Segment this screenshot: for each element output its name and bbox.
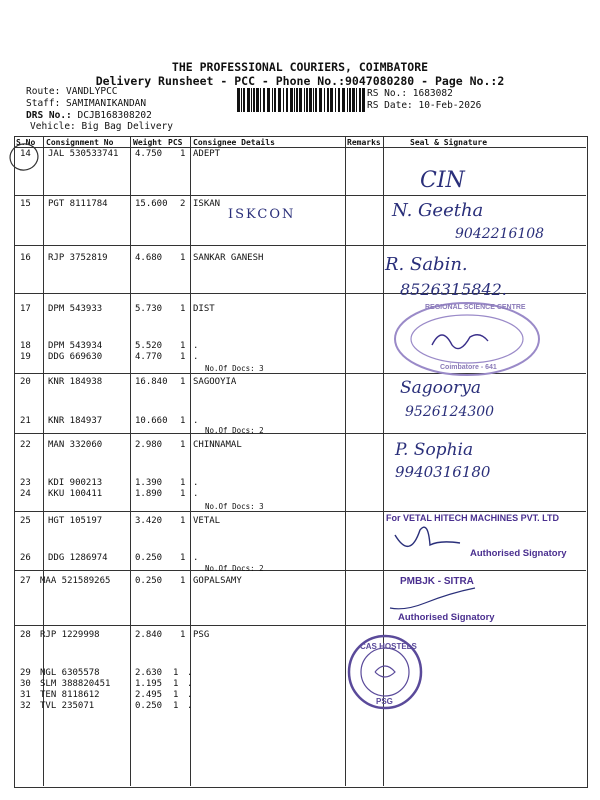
- barcode-bar: [296, 88, 298, 112]
- barcode-bar: [263, 88, 265, 112]
- row-consignment: DDG 1286974: [48, 553, 108, 563]
- row-weight: 1.390: [135, 478, 163, 488]
- row-consignment: SLM 388820451: [40, 679, 111, 689]
- psg-stamp-text: CAS HOSTELS: [360, 642, 417, 651]
- row-pcs: 1: [180, 440, 186, 450]
- row-sno: 14: [20, 149, 31, 159]
- row-sno: 23: [20, 478, 31, 488]
- regional-stamp-subtext: Coimbatore - 641: [440, 364, 497, 371]
- barcode-bar: [290, 88, 293, 112]
- docs-count: No.Of Docs: 3: [205, 364, 264, 373]
- row-consignee: VETAL: [193, 516, 221, 526]
- row-consignment: KKU 100411: [48, 489, 103, 499]
- barcode-bar: [335, 88, 336, 112]
- vetal-company-stamp: For VETAL HITECH MACHINES PVT. LTD: [386, 513, 560, 523]
- row-consignment: DDG 669630: [48, 352, 103, 362]
- row-pcs: 1: [180, 553, 186, 563]
- row-pcs: 1: [180, 489, 186, 499]
- runsheet-subtitle: Delivery Runsheet - PCC - Phone No.:9047080280 - Page No.:2: [95, 74, 505, 88]
- header-divider: [14, 147, 586, 148]
- row-sno: 19: [20, 352, 31, 362]
- row-weight: 5.730: [135, 304, 163, 314]
- group-divider: [14, 245, 586, 246]
- row-weight: 2.495: [135, 690, 163, 700]
- row-consignment: KNR 184938: [48, 377, 103, 387]
- row-weight: 4.750: [135, 149, 163, 159]
- row-weight: 15.600: [135, 199, 168, 209]
- barcode-bar: [356, 88, 357, 112]
- row-consignment: RJP 1229998: [40, 630, 100, 640]
- col-divider: [130, 136, 131, 786]
- row-pcs: 1: [180, 377, 186, 387]
- row-pcs: 1: [180, 416, 186, 426]
- row-weight: 4.770: [135, 352, 163, 362]
- group-divider: [14, 195, 586, 196]
- barcode-bar: [342, 88, 345, 112]
- circle-mark-icon: [7, 141, 43, 177]
- row-weight: 2.630: [135, 668, 163, 678]
- row-consignee: ISKAN: [193, 199, 221, 209]
- barcode-bar: [272, 88, 273, 112]
- row-consignee: .: [187, 690, 193, 700]
- psg-stamp-subtext: PSG: [376, 697, 393, 706]
- row-sno: 24: [20, 489, 31, 499]
- col-header-consignee: Consignee Details: [193, 138, 275, 147]
- row-consignee: .: [193, 352, 199, 362]
- row-consignment: TEN 8118612: [40, 690, 100, 700]
- row-sno: 17: [20, 304, 31, 314]
- barcode-graphic: [237, 88, 365, 112]
- stamp-emblem-icon: [375, 666, 395, 677]
- row-consignment: MAN 332060: [48, 440, 103, 450]
- barcode-bar: [247, 88, 250, 112]
- barcode-bar: [338, 88, 340, 112]
- barcode-bar: [243, 88, 245, 112]
- barcode-bar: [330, 88, 333, 112]
- barcode-bar: [306, 88, 308, 112]
- barcode-bar: [352, 88, 355, 112]
- handwritten-phone: 9940316180: [395, 463, 491, 481]
- handwritten-name-sabin: R. Sabin.: [385, 254, 468, 275]
- row-consignee: .: [187, 701, 193, 711]
- row-weight: 0.250: [135, 576, 163, 586]
- row-sno: 26: [20, 553, 31, 563]
- row-weight: 0.250: [135, 553, 163, 563]
- row-consignment: DPM 543934: [48, 341, 103, 351]
- barcode-bar: [237, 88, 240, 112]
- barcode-bar: [313, 88, 314, 112]
- row-sno: 20: [20, 377, 31, 387]
- drs-label: DRS No.:: [26, 110, 72, 121]
- barcode-bar: [359, 88, 361, 112]
- row-consignee: SAGOOYIA: [193, 377, 237, 387]
- row-sno: 27: [20, 576, 31, 586]
- row-pcs: 1: [173, 690, 179, 700]
- barcode-bar: [319, 88, 322, 112]
- docs-count: No.Of Docs: 3: [205, 502, 264, 511]
- rs-date: RS Date: 10-Feb-2026: [367, 100, 482, 111]
- row-pcs: 1: [180, 341, 186, 351]
- row-consignment: KDI 900213: [48, 478, 103, 488]
- row-pcs: 1: [173, 679, 179, 689]
- barcode-bar: [260, 88, 261, 112]
- barcode-bar: [241, 88, 242, 112]
- col-header-seal: Seal & Signature: [410, 138, 488, 147]
- row-weight: 4.680: [135, 253, 163, 263]
- col-header-sno: S.No: [16, 138, 36, 147]
- barcode-bar: [347, 88, 348, 112]
- barcode-bar: [304, 88, 305, 112]
- handwritten-name-sagoorya: Sagoorya: [400, 378, 481, 398]
- rs-number: RS No.: 1683082: [367, 88, 453, 99]
- barcode-bar: [299, 88, 302, 112]
- row-sno: 25: [20, 516, 31, 526]
- barcode-bar: [256, 88, 259, 112]
- row-consignment: NGL 6305578: [40, 668, 100, 678]
- row-consignee: GOPALSAMY: [193, 576, 242, 586]
- vetal-signature: [390, 525, 480, 560]
- row-pcs: 1: [180, 352, 186, 362]
- row-weight: 2.980: [135, 440, 163, 450]
- handwritten-name-sophia: P. Sophia: [395, 440, 474, 460]
- group-divider: [14, 433, 586, 434]
- barcode-bar: [278, 88, 281, 112]
- row-sno: 28: [20, 630, 31, 640]
- row-pcs: 1: [173, 668, 179, 678]
- row-sno: 15: [20, 199, 31, 209]
- row-consignee: .: [193, 416, 199, 426]
- barcode-bar: [309, 88, 312, 112]
- barcode-bar: [267, 88, 270, 112]
- row-consignee: DIST: [193, 304, 215, 314]
- handwritten-name-geetha: N. Geetha: [392, 200, 484, 221]
- row-consignee: .: [187, 668, 193, 678]
- row-consignment: DPM 543933: [48, 304, 103, 314]
- signature-scribble: [432, 335, 488, 349]
- row-consignee: CHINNAMAL: [193, 440, 242, 450]
- row-consignment: JAL 530533741: [48, 149, 119, 159]
- row-weight: 0.250: [135, 701, 163, 711]
- row-pcs: 1: [180, 576, 186, 586]
- group-divider: [14, 570, 586, 571]
- row-consignee: .: [193, 553, 199, 563]
- barcode-bar: [362, 88, 365, 112]
- row-sno: 16: [20, 253, 31, 263]
- row-consignment: RJP 3752819: [48, 253, 108, 263]
- barcode-bar: [315, 88, 317, 112]
- row-consignment: TVL 235071: [40, 701, 95, 711]
- row-pcs: 1: [180, 516, 186, 526]
- row-consignee: PSG: [193, 630, 210, 640]
- row-weight: 2.840: [135, 630, 163, 640]
- barcode-bar: [253, 88, 255, 112]
- docs-count: No.Of Docs: 2: [205, 564, 264, 573]
- row-sno: 22: [20, 440, 31, 450]
- vehicle-label: Vehicle: Big Bag Delivery: [30, 121, 173, 132]
- barcode-bar: [349, 88, 351, 112]
- barcode-bar: [327, 88, 329, 112]
- row-consignee: .: [193, 489, 199, 499]
- pmbjk-stamp: PMBJK - SITRA: [400, 576, 474, 587]
- regional-stamp-text: REGIONAL SCIENCE CENTRE: [425, 304, 526, 311]
- handwritten-phone: 9526124300: [405, 404, 495, 420]
- group-divider: [14, 511, 586, 512]
- col-header-remarks: Remarks: [347, 138, 381, 147]
- handwritten-phone: 9042216108: [455, 226, 545, 242]
- drs-value: DCJB168308202: [77, 110, 152, 121]
- row-sno: 30: [20, 679, 31, 689]
- row-weight: 5.520: [135, 341, 163, 351]
- handwritten-phone: 8526315842.: [400, 280, 507, 299]
- barcode-bar: [294, 88, 295, 112]
- row-weight: 1.195: [135, 679, 163, 689]
- vetal-authorised-signatory: Authorised Signatory: [470, 548, 567, 559]
- row-weight: 1.890: [135, 489, 163, 499]
- staff-label: Staff: SAMIMANIKANDAN: [26, 98, 147, 109]
- row-consignment: PGT 8111784: [48, 199, 108, 209]
- row-consignment: KNR 184937: [48, 416, 103, 426]
- row-weight: 10.660: [135, 416, 168, 426]
- pmbjk-authorised-signatory: Authorised Signatory: [398, 612, 495, 623]
- barcode: [237, 88, 365, 112]
- row-sno: 32: [20, 701, 31, 711]
- row-pcs: 1: [180, 304, 186, 314]
- row-sno: 21: [20, 416, 31, 426]
- drs-number: [26, 110, 152, 121]
- barcode-bar: [286, 88, 288, 112]
- group-divider: [14, 625, 586, 626]
- row-sno: 18: [20, 341, 31, 351]
- barcode-bar: [274, 88, 276, 112]
- docs-count: No.Of Docs: 2: [205, 426, 264, 435]
- route-label: Route: VANDLYPCC: [26, 86, 118, 97]
- row-weight: 16.840: [135, 377, 168, 387]
- handwritten-cin: CIN: [420, 168, 465, 193]
- row-consignment: MAA 521589265: [40, 576, 111, 586]
- company-title: THE PROFESSIONAL COURIERS, COIMBATORE: [171, 60, 429, 74]
- row-pcs: 1: [173, 701, 179, 711]
- barcode-bar: [283, 88, 284, 112]
- col-header-weight: Weight: [133, 138, 162, 147]
- barcode-bar: [324, 88, 325, 112]
- row-consignee: ADEPT: [193, 149, 221, 159]
- row-consignee: .: [193, 341, 199, 351]
- barcode-bar: [251, 88, 252, 112]
- col-header-pcs: PCS: [168, 138, 183, 147]
- row-pcs: 1: [180, 149, 186, 159]
- col-header-consignment: Consignment No: [46, 138, 114, 147]
- row-consignee: .: [187, 679, 193, 689]
- row-sno: 31: [20, 690, 31, 700]
- row-pcs: 2: [180, 199, 186, 209]
- row-sno: 29: [20, 668, 31, 678]
- handwritten-iskcon: ISKCON: [228, 207, 296, 222]
- row-weight: 3.420: [135, 516, 163, 526]
- row-pcs: 1: [180, 253, 186, 263]
- row-consignee: .: [193, 478, 199, 488]
- row-pcs: 1: [180, 478, 186, 488]
- row-consignee: SANKAR GANESH: [193, 253, 264, 263]
- row-consignment: HGT 105197: [48, 516, 103, 526]
- row-pcs: 1: [180, 630, 186, 640]
